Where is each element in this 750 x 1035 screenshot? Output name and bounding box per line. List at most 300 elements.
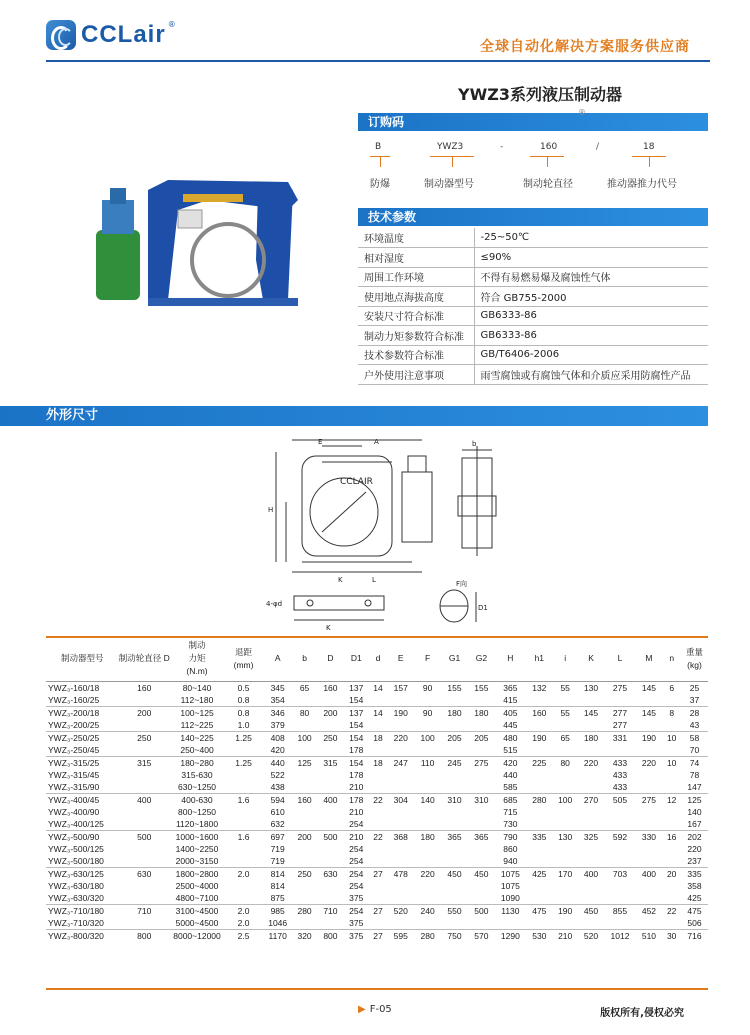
table-cell: 220: [387, 731, 414, 744]
order-code-model: YWZ3: [437, 142, 464, 152]
table-cell: 1290: [495, 929, 526, 942]
table-cell: [662, 781, 681, 794]
table-cell: [224, 892, 263, 905]
table-cell: [578, 880, 605, 892]
table-cell: [224, 769, 263, 781]
table-cell: 254: [349, 843, 364, 854]
table-cell: YWZ₃-250/25: [46, 731, 118, 744]
table-cell: 18: [369, 731, 388, 744]
table-cell: [387, 744, 414, 757]
spec-value: GB6333-86: [474, 306, 708, 326]
table-cell: 730: [503, 818, 518, 829]
table-cell: [292, 917, 317, 930]
table-cell: [441, 781, 468, 794]
column-header: 制动 力矩 (N.m): [170, 637, 224, 681]
table-cell: 180: [578, 731, 605, 744]
table-cell: 450: [578, 904, 605, 917]
table-cell: [387, 769, 414, 781]
table-cell: 420: [270, 744, 285, 755]
table-cell: 154: [349, 694, 364, 705]
order-code-title: 订购码: [368, 115, 405, 129]
table-cell: 16: [662, 830, 681, 843]
spec-row: [358, 228, 708, 248]
table-cell: 10: [662, 731, 681, 744]
table-cell: [118, 806, 170, 818]
table-cell: 2.0: [224, 904, 263, 917]
table-cell: 14: [369, 706, 388, 719]
copyright-notice: 版权所有,侵权必究: [600, 1008, 684, 1019]
table-cell: 750: [441, 929, 468, 942]
table-cell: [604, 843, 635, 855]
spec-key: 制动力矩参数符合标准: [358, 326, 474, 346]
table-cell: 145: [636, 706, 663, 719]
table-cell: [414, 917, 441, 930]
table-cell: 130: [553, 830, 578, 843]
table-cell: [636, 892, 663, 905]
table-cell: 200: [292, 830, 317, 843]
table-cell: [317, 843, 344, 855]
table-cell: [292, 843, 317, 855]
table-cell: [317, 769, 344, 781]
table-cell: [468, 719, 495, 732]
table-cell: 1046: [268, 917, 288, 928]
table-cell: 1130: [495, 904, 526, 917]
table-cell: [224, 806, 263, 818]
table-cell: [118, 892, 170, 905]
table-cell: [553, 694, 578, 707]
table-cell: [317, 855, 344, 868]
table-cell: 480: [495, 731, 526, 744]
table-cell: 65: [292, 681, 317, 694]
spec-row: [358, 306, 708, 326]
table-cell: 1.6: [224, 830, 263, 843]
table-cell: [441, 917, 468, 930]
table-cell: 2000~3150: [175, 855, 219, 866]
spec-row: [358, 365, 708, 385]
table-cell: 112~180: [180, 694, 214, 705]
table-cell: [526, 917, 553, 930]
table-cell: [604, 892, 635, 905]
table-cell: 157: [387, 681, 414, 694]
table-cell: 190: [526, 731, 553, 744]
table-cell: [662, 769, 681, 781]
column-header: 退距 (mm): [224, 637, 263, 681]
table-cell: 275: [636, 793, 663, 806]
table-cell: 570: [468, 929, 495, 942]
column-header: M: [636, 637, 663, 681]
table-cell: 522: [270, 769, 285, 780]
table-cell: [224, 855, 263, 868]
table-cell: [468, 892, 495, 905]
table-cell: 719: [270, 843, 285, 854]
table-row: [46, 880, 708, 892]
table-cell: 716: [681, 929, 708, 942]
base-view-drawing: [264, 588, 404, 632]
table-cell: 595: [387, 929, 414, 942]
table-cell: [118, 818, 170, 831]
table-cell: [387, 843, 414, 855]
table-row: [46, 681, 708, 694]
column-header: K: [578, 637, 605, 681]
table-cell: 800~1250: [177, 806, 217, 817]
table-cell: [526, 818, 553, 831]
order-tick-model: [452, 157, 453, 167]
table-cell: 1012: [604, 929, 635, 942]
table-cell: YWZ₃-630/125: [46, 867, 118, 880]
table-cell: YWZ₃-500/125: [48, 843, 104, 854]
table-cell: YWZ₃-250/45: [48, 744, 100, 755]
page-number: [358, 1004, 392, 1015]
table-cell: [369, 892, 388, 905]
table-cell: 315-630: [181, 769, 213, 780]
table-cell: [662, 719, 681, 732]
table-row: [46, 769, 708, 781]
table-row: [46, 843, 708, 855]
table-cell: 270: [578, 793, 605, 806]
table-cell: YWZ₃-630/320: [48, 892, 104, 903]
order-tick-diameter: [547, 157, 548, 167]
table-cell: 425: [526, 867, 553, 880]
table-cell: 178: [349, 744, 364, 755]
table-cell: 475: [526, 904, 553, 917]
table-cell: 160: [292, 793, 317, 806]
table-cell: 112~225: [180, 719, 214, 730]
table-cell: YWZ₃-400/45: [46, 793, 118, 806]
table-cell: [441, 769, 468, 781]
table-cell: 420: [495, 756, 526, 769]
table-cell: [414, 719, 441, 732]
tech-params-title: 技术参数: [368, 210, 417, 224]
table-cell: 425: [687, 892, 702, 903]
table-cell: [369, 843, 388, 855]
column-header: D: [317, 637, 344, 681]
table-cell: 315: [118, 756, 170, 769]
table-cell: [369, 694, 388, 707]
table-cell: [414, 744, 441, 757]
table-cell: [387, 880, 414, 892]
table-cell: [317, 694, 344, 707]
table-cell: [636, 694, 663, 707]
table-cell: [441, 892, 468, 905]
table-cell: 1.6: [224, 793, 263, 806]
table-cell: 160: [317, 681, 344, 694]
table-cell: [662, 694, 681, 707]
table-cell: 10: [662, 756, 681, 769]
table-cell: 478: [387, 867, 414, 880]
table-cell: [441, 719, 468, 732]
table-cell: [604, 744, 635, 757]
table-cell: 27: [369, 867, 388, 880]
table-cell: 506: [687, 917, 702, 928]
table-cell: 354: [270, 694, 285, 705]
table-cell: 254: [349, 818, 364, 829]
table-cell: 58: [681, 731, 708, 744]
table-cell: [441, 744, 468, 757]
table-cell: 140: [687, 806, 702, 817]
table-cell: [468, 880, 495, 892]
product-title: YWZ3系列液压制动器: [458, 85, 622, 104]
column-header: 重量 (kg): [681, 637, 708, 681]
table-cell: [118, 719, 170, 732]
table-row: [46, 806, 708, 818]
table-cell: [414, 694, 441, 707]
table-cell: 445: [503, 719, 518, 730]
order-label-diameter: 制动轮直径: [523, 179, 573, 190]
table-cell: 202: [681, 830, 708, 843]
table-cell: [526, 744, 553, 757]
dimensions-table: [46, 637, 708, 942]
column-header: i: [553, 637, 578, 681]
table-cell: [369, 744, 388, 757]
table-cell: 167: [687, 818, 702, 829]
svg-text:D1: D1: [478, 604, 488, 612]
table-cell: [468, 769, 495, 781]
table-cell: 1170: [263, 929, 292, 942]
table-cell: 210: [349, 806, 364, 817]
table-row: [46, 781, 708, 794]
svg-text:K: K: [326, 624, 331, 632]
table-cell: 400: [317, 793, 344, 806]
table-row: [46, 818, 708, 831]
wheel-view-drawing: [430, 584, 490, 632]
column-header: A: [263, 637, 292, 681]
table-cell: YWZ₃-200/18: [46, 706, 118, 719]
table-cell: 178: [344, 793, 369, 806]
table-cell: 160: [526, 706, 553, 719]
table-cell: 703: [604, 867, 635, 880]
table-cell: [662, 855, 681, 868]
table-cell: [526, 880, 553, 892]
dimensions-band: [0, 406, 708, 426]
table-cell: [292, 694, 317, 707]
table-cell: 310: [441, 793, 468, 806]
table-cell: [578, 843, 605, 855]
table-cell: 12: [662, 793, 681, 806]
table-cell: 254: [344, 867, 369, 880]
order-code-b: B: [375, 142, 382, 152]
table-cell: 814: [263, 867, 292, 880]
spec-value: 不得有易燃易爆及腐蚀性气体: [474, 267, 708, 287]
table-cell: [387, 818, 414, 831]
table-cell: [604, 806, 635, 818]
registered-mark: ®: [167, 20, 176, 29]
table-cell: [441, 843, 468, 855]
order-reg-mark: ®: [578, 108, 586, 117]
table-cell: 190: [387, 706, 414, 719]
table-cell: 250: [118, 731, 170, 744]
table-cell: 154: [344, 731, 369, 744]
spec-value: ≤90%: [474, 248, 708, 268]
table-cell: [553, 818, 578, 831]
slogan: 全球自动化解决方案服务供应商: [480, 39, 690, 55]
table-cell: 280: [414, 929, 441, 942]
table-cell: 5000~4500: [175, 917, 219, 928]
table-cell: 78: [689, 769, 700, 780]
table-cell: 275: [468, 756, 495, 769]
thruster-body: [96, 230, 140, 300]
order-code-dash: -: [500, 142, 504, 152]
table-cell: [604, 694, 635, 707]
table-cell: 630: [317, 867, 344, 880]
table-cell: 3100~4500: [170, 904, 224, 917]
table-cell: 685: [495, 793, 526, 806]
table-cell: 800: [317, 929, 344, 942]
table-cell: 220: [687, 843, 702, 854]
table-cell: [662, 818, 681, 831]
table-cell: 365: [495, 681, 526, 694]
table-cell: [387, 855, 414, 868]
table-cell: 100: [292, 731, 317, 744]
table-cell: 475: [681, 904, 708, 917]
table-cell: 440: [263, 756, 292, 769]
spec-key: 户外使用注意事项: [358, 365, 474, 385]
table-cell: [118, 781, 170, 794]
table-cell: 55: [553, 681, 578, 694]
table-cell: [317, 719, 344, 732]
table-cell: [414, 892, 441, 905]
table-cell: 247: [387, 756, 414, 769]
table-cell: 74: [681, 756, 708, 769]
table-cell: 630: [118, 867, 170, 880]
table-cell: 80~140: [170, 681, 224, 694]
table-cell: 400: [636, 867, 663, 880]
table-cell: 375: [344, 929, 369, 942]
table-cell: 325: [578, 830, 605, 843]
table-cell: 205: [441, 731, 468, 744]
table-cell: [292, 781, 317, 794]
table-cell: 250: [292, 867, 317, 880]
table-cell: [387, 892, 414, 905]
table-cell: [578, 806, 605, 818]
table-cell: [441, 880, 468, 892]
table-cell: [292, 880, 317, 892]
table-cell: [387, 694, 414, 707]
table-cell: 80: [553, 756, 578, 769]
table-cell: 400: [118, 793, 170, 806]
table-cell: 125: [681, 793, 708, 806]
table-cell: YWZ₃-630/180: [48, 880, 104, 891]
brake-wheel: [192, 224, 264, 296]
table-row: [46, 917, 708, 930]
table-cell: 170: [553, 867, 578, 880]
table-cell: [526, 781, 553, 794]
table-cell: [414, 880, 441, 892]
table-row: [46, 731, 708, 744]
table-cell: [578, 818, 605, 831]
table-cell: [369, 855, 388, 868]
table-cell: [414, 818, 441, 831]
table-cell: 125: [292, 756, 317, 769]
table-cell: 8000~12000: [170, 929, 224, 942]
table-row: [46, 855, 708, 868]
table-cell: 520: [387, 904, 414, 917]
table-cell: [578, 719, 605, 732]
spring: [183, 194, 243, 202]
table-cell: [224, 818, 263, 831]
table-cell: 1400~2250: [175, 843, 219, 854]
table-cell: [369, 917, 388, 930]
table-cell: 450: [441, 867, 468, 880]
table-cell: 22: [369, 793, 388, 806]
table-cell: [526, 769, 553, 781]
table-row: [46, 892, 708, 905]
table-cell: [118, 855, 170, 868]
table-cell: [292, 818, 317, 831]
table-cell: 610: [270, 806, 285, 817]
table-cell: 43: [689, 719, 700, 730]
table-cell: [662, 744, 681, 757]
table-cell: 145: [578, 706, 605, 719]
table-cell: 405: [495, 706, 526, 719]
table-cell: [387, 781, 414, 794]
table-cell: 27: [369, 904, 388, 917]
table-cell: [636, 806, 663, 818]
table-cell: 250: [317, 731, 344, 744]
table-cell: 0.5: [224, 681, 263, 694]
table-cell: [317, 781, 344, 794]
table-cell: [369, 719, 388, 732]
table-cell: 27: [369, 929, 388, 942]
order-code-slash: /: [596, 142, 600, 152]
table-cell: 315: [317, 756, 344, 769]
table-cell: 280: [292, 904, 317, 917]
table-cell: YWZ₃-200/25: [48, 719, 100, 730]
table-cell: [526, 719, 553, 732]
table-cell: 70: [689, 744, 700, 755]
table-cell: [224, 744, 263, 757]
table-cell: YWZ₃-315/45: [48, 769, 100, 780]
table-cell: 154: [349, 719, 364, 730]
table-cell: [578, 769, 605, 781]
table-cell: [662, 917, 681, 930]
table-cell: 254: [344, 904, 369, 917]
table-cell: [369, 806, 388, 818]
spec-row: [358, 326, 708, 346]
table-cell: 180~280: [170, 756, 224, 769]
table-cell: [553, 806, 578, 818]
table-cell: [118, 744, 170, 757]
table-cell: 210: [553, 929, 578, 942]
column-header: H: [495, 637, 526, 681]
table-cell: 155: [468, 681, 495, 694]
table-cell: [662, 806, 681, 818]
order-tick-thrust: [649, 157, 650, 167]
table-cell: YWZ₃-500/180: [48, 855, 104, 866]
table-cell: 335: [681, 867, 708, 880]
table-cell: [468, 843, 495, 855]
table-cell: 275: [604, 681, 635, 694]
table-cell: 585: [503, 781, 518, 792]
table-cell: [553, 769, 578, 781]
table-cell: [636, 818, 663, 831]
brake-photo: [88, 170, 308, 310]
order-code-diameter: 160: [540, 142, 558, 152]
table-cell: [578, 694, 605, 707]
table-cell: 530: [526, 929, 553, 942]
table-cell: [468, 744, 495, 757]
table-cell: 0.8: [237, 694, 250, 705]
table-cell: [604, 855, 635, 868]
table-cell: 245: [441, 756, 468, 769]
table-cell: 100~125: [170, 706, 224, 719]
table-cell: [118, 880, 170, 892]
table-cell: 500: [118, 830, 170, 843]
table-cell: [636, 719, 663, 732]
table-cell: YWZ₃-710/320: [48, 917, 104, 928]
table-cell: [526, 806, 553, 818]
table-cell: YWZ₃-800/320: [46, 929, 118, 942]
column-header: D1: [344, 637, 369, 681]
